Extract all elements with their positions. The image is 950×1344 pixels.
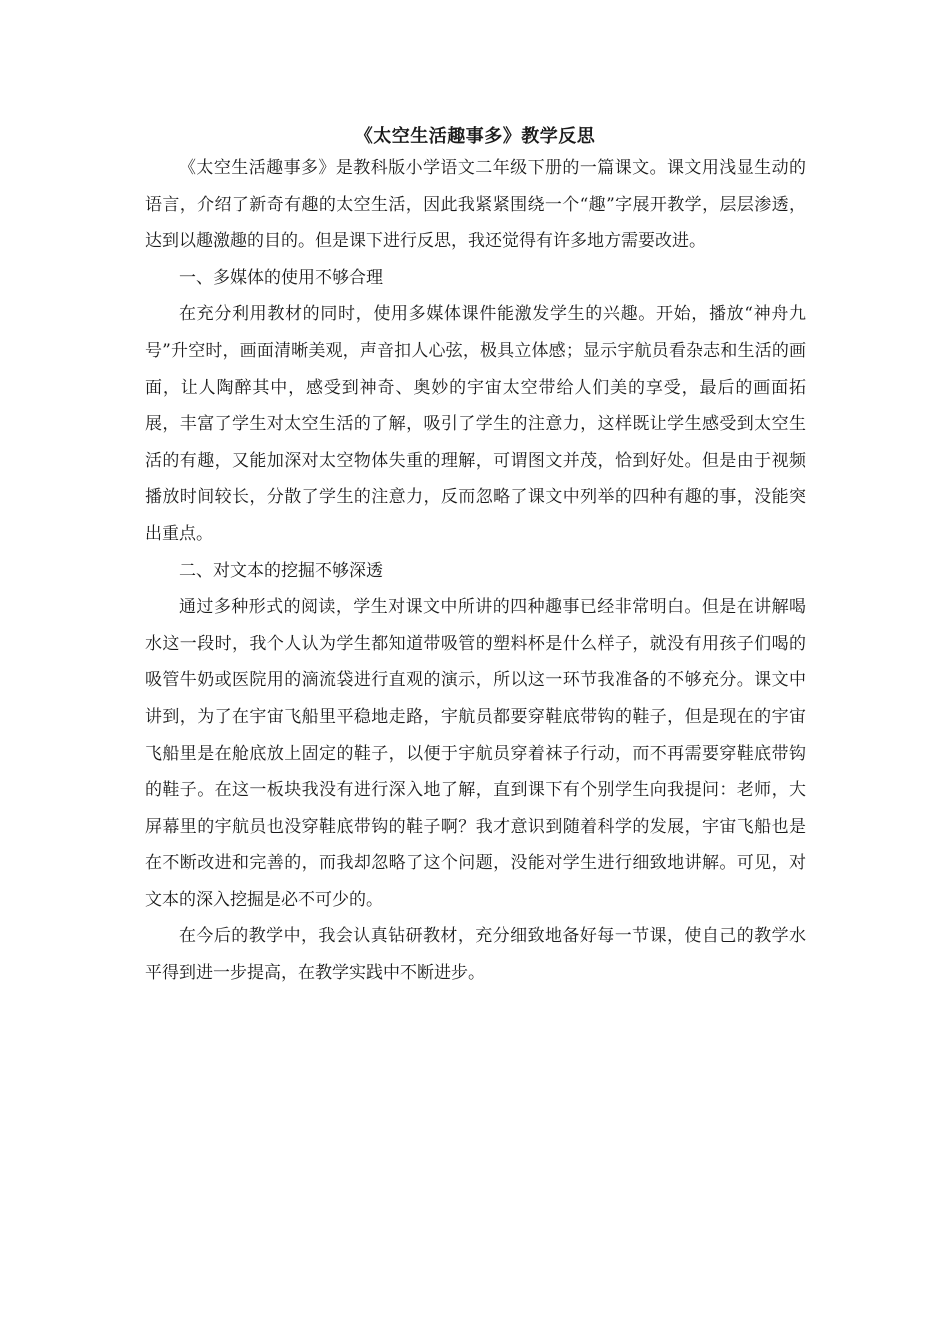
section-heading-text-analysis: 二、对文本的挖掘不够深透 (179, 560, 383, 581)
document-body (145, 150, 806, 992)
conclusion-paragraph: 在今后的教学中，我会认真钻研教材，充分细致地备好每一节课，使自己的教学水平得到进一步提高，在教学实践中不断进步。 (145, 926, 806, 984)
text-analysis-paragraph: 通过多种形式的阅读，学生对课文中所讲的四种趣事已经非常明白。但是在讲解喝水这一段时，我个人认为学生都知道带吸管的塑料杯是什么样子，就没有用孩子们喝的吸管牛奶或医院用的滴流袋进行直观的演示，所以这一环节我准备的不够充分。课文中讲到，为了在宇宙飞船里平稳地走路，宇航员都要穿鞋底带钩的鞋子，但是现在的宇宙飞船里是在舱底放上固定的鞋子，以便于宇航员穿着袜子行动，而不再需要穿鞋底带钩的鞋子。在这一板块我没有进行深入地了解，直到课下有个别学生向我提问：老师，大屏幕里的宇航员也没穿鞋底带钩的鞋子啊？我才意识到随着科学的发展，宇宙飞船也是在不断改进和完善的，而我却忽略了这个问题，没能对学生进行细致地讲解。可见，对文本的深入挖掘是必不可少的。 (145, 597, 806, 910)
document-title: 《太空生活趣事多》教学反思 (354, 126, 596, 147)
intro-paragraph: 《太空生活趣事多》是教科版小学语文二年级下册的一篇课文。课文用浅显生动的语言，介绍了新奇有趣的太空生活，因此我紧紧围绕一个“趣”字展开教学，层层渗透，达到以趣激趣的目的。但是课下进行反思，我还觉得有许多地方需要改进。 (145, 158, 806, 252)
multimedia-paragraph: 在充分利用教材的同时，使用多媒体课件能激发学生的兴趣。开始，播放“神舟九号”升空时，画面清晰美观，声音扣人心弦，极具立体感；显示宇航员看杂志和生活的画面，让人陶醉其中，感受到神奇、奥妙的宇宙太空带给人们美的享受，最后的画面拓展，丰富了学生对太空生活的了解，吸引了学生的注意力，这样既让学生感受到太空生活的有趣，又能加深对太空物体失重的理解，可谓图文并茂，恰到好处。但是由于视频播放时间较长，分散了学生的注意力，反而忽略了课文中列举的四种有趣的事，没能突出重点。 (145, 304, 806, 544)
section-heading-multimedia: 一、多媒体的使用不够合理 (179, 267, 383, 288)
